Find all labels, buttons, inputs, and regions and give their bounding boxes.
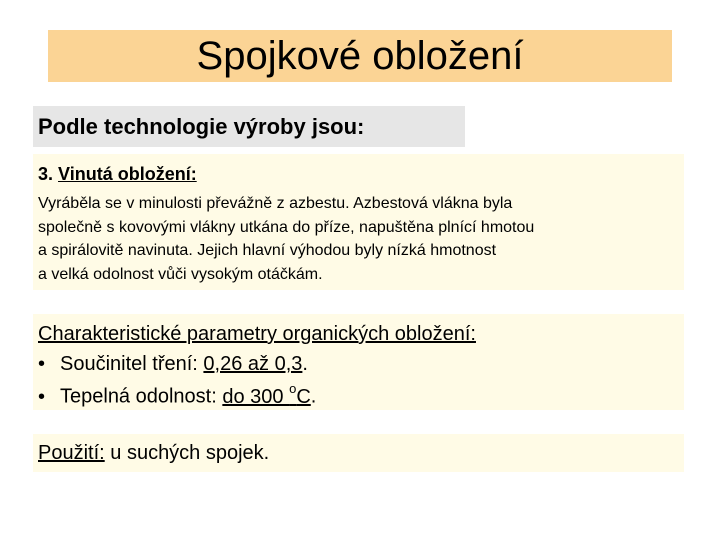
title-banner <box>48 30 672 82</box>
wound-linings-panel <box>33 154 684 290</box>
section-number: 3. <box>38 164 54 184</box>
friction-coefficient-item: • Součinitel tření: 0,26 až 0,3. <box>38 353 308 375</box>
bullet-icon: • <box>38 353 46 375</box>
body-line: a velká odolnost vůči vysokým otáčkám. <box>38 265 323 283</box>
body-line: Vyráběla se v minulosti převážně z azbestu. Azbestová vlákna byla <box>38 195 513 212</box>
parameters-panel <box>33 314 684 410</box>
body-line: a spirálovitě navinuta. Jejich hlavní výhodou byly nízká hmotnost <box>38 242 497 259</box>
bullet-icon: • <box>38 385 46 408</box>
heat-resistance-item: • Tepelná odolnost: do 300 $^o$C. <box>38 381 317 408</box>
friction-value: 0,26 až 0,3 <box>203 353 303 375</box>
usage-label: Použití: <box>38 442 105 464</box>
heat-value: do 300 $^o$C <box>222 381 311 408</box>
parameters-heading: Charakteristické parametry organických obložení: <box>38 323 476 345</box>
section-title: Vinutá obložení: <box>58 164 197 184</box>
usage-line <box>38 443 269 463</box>
usage-text: u suchých spojek. <box>104 442 270 464</box>
heat-label: Tepelná odolnost: <box>60 385 223 408</box>
body-line: společně s kovovými vlákny utkána do příze, napuštěna plnící hmotou <box>38 218 535 236</box>
section-heading <box>38 164 197 185</box>
section-body <box>38 192 534 286</box>
degree-symbol: o <box>289 381 297 396</box>
subtitle-banner <box>33 106 465 147</box>
usage-panel <box>33 434 684 472</box>
page-title: Spojkové obložení <box>196 34 524 78</box>
friction-label: Součinitel tření: <box>60 353 204 375</box>
subtitle: Podle technologie výroby jsou: <box>38 113 365 139</box>
